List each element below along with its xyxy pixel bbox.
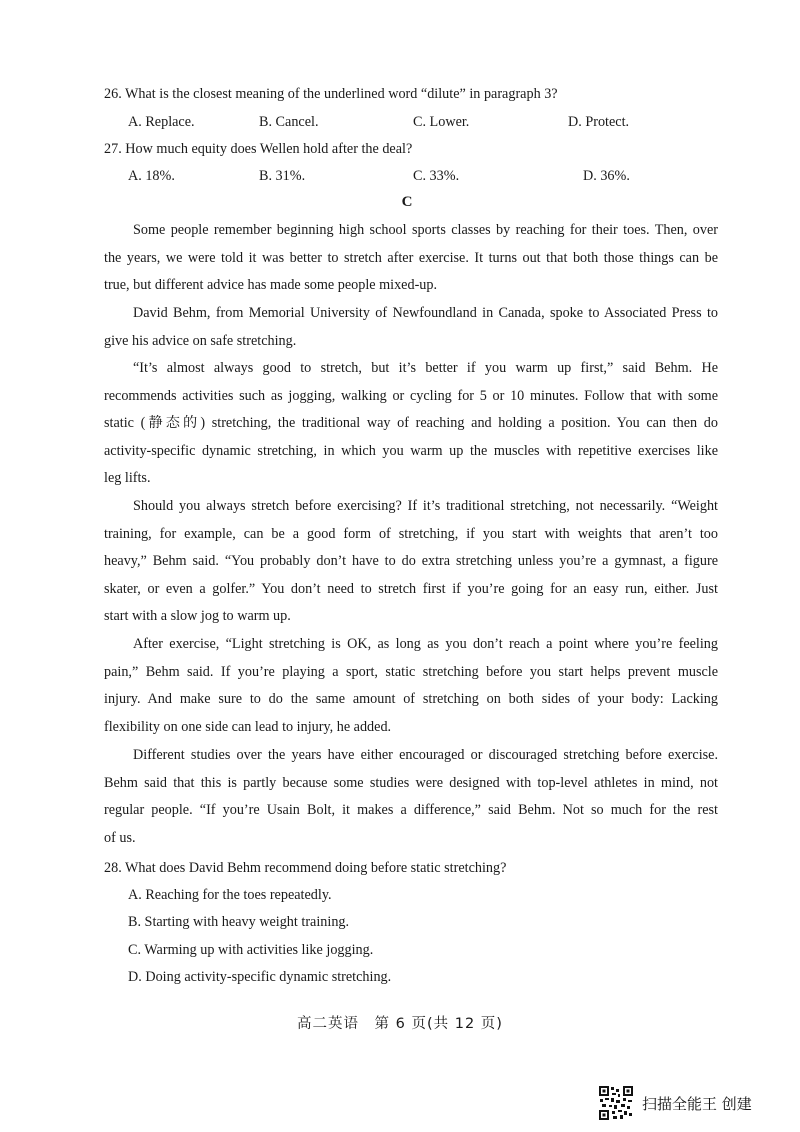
section-heading: C <box>401 194 413 210</box>
paragraph-line: of us. <box>104 829 136 846</box>
question-28-option-d: D. Doing activity-specific dynamic stretching. <box>128 969 392 985</box>
passage-paragraph-3 <box>104 355 718 493</box>
paragraph-line: leg lifts. <box>104 470 151 487</box>
question-26-option-b: B. Cancel. <box>259 114 319 130</box>
paragraph-line: the years, we were told it was better to stretch after exercise. It turns out that both those things can be <box>104 249 718 266</box>
paragraph-line: David Behm, from Memorial University of Newfoundland in Canada, spoke to Associated Press to <box>133 305 718 321</box>
passage-paragraph-2 <box>104 300 718 355</box>
question-28-option-b: B. Starting with heavy weight training. <box>128 914 350 930</box>
paragraph-line: Should you always stretch before exercising? If it’s traditional stretching, not necessarily. “Weight <box>133 498 718 514</box>
question-28-stem: 28. What does David Behm recommend doing before static stretching? <box>104 860 507 876</box>
paragraph-line: Some people remember beginning high school sports classes by reaching for their toes. Then, over <box>133 222 718 238</box>
question-27-stem: 27. How much equity does Wellen hold after the deal? <box>104 141 413 157</box>
watermark-text: 扫描全能王 创建 <box>642 1094 752 1113</box>
paragraph-line: After exercise, “Light stretching is OK, as long as you don’t reach a point where you’re feeling <box>133 636 718 652</box>
paragraph-line: activity-specific dynamic stretching, in which you warm up the muscles with repetitive exercises like <box>104 442 718 459</box>
passage-paragraph-4 <box>104 493 718 631</box>
question-27-option-c: C. 33%. <box>413 168 460 184</box>
question-26-option-d: D. Protect. <box>568 114 630 130</box>
question-26-stem: 26. What is the closest meaning of the underlined word “dilute” in paragraph 3? <box>104 86 558 102</box>
question-26-option-a: A. Replace. <box>128 114 195 130</box>
paragraph-line: “It’s almost always good to stretch, but it’s better if you warm up first,” said Behm. He <box>133 360 718 376</box>
paragraph-line: injury. And make sure to do the same amount of stretching on both sides of your body: Lacking <box>104 691 718 708</box>
page-footer: 高二英语 第 6 页(共 12 页) <box>297 1016 503 1032</box>
paragraph-line: static (静态的) stretching, the traditional way of reaching and holding a position. You can then do <box>104 415 718 432</box>
question-27-option-d: D. 36%. <box>583 168 630 184</box>
paragraph-line: recommends activities such as jogging, walking or cycling for 5 or 10 minutes. Follow that with some <box>104 387 718 404</box>
paragraph-line: true, but different advice has made some people mixed-up. <box>104 277 438 294</box>
passage-paragraph-6 <box>104 742 718 852</box>
paragraph-line: skater, or even a golfer.” You don’t need to stretch first if you’re going for an easy run, either. Just <box>104 580 718 597</box>
passage-paragraph-1 <box>104 217 718 300</box>
paragraph-line: training, for example, can be a good form of stretching, if you start with weights that aren’t too <box>104 525 718 542</box>
qr-code-icon <box>598 1085 634 1121</box>
question-28-option-c: C. Warming up with activities like jogging. <box>128 942 374 958</box>
paragraph-line: Behm said that this is partly because some studies were designed with top-level athletes in mind, not <box>104 774 718 791</box>
question-27-option-a: A. 18%. <box>128 168 175 184</box>
paragraph-line: regular people. “If you’re Usain Bolt, it makes a difference,” said Behm. Not so much for the rest <box>104 802 718 819</box>
paragraph-line: flexibility on one side can lead to injury, he added. <box>104 718 392 735</box>
paragraph-line: start with a slow jog to warm up. <box>104 608 291 625</box>
paragraph-line: heavy,” Behm said. “You probably don’t have to do extra stretching unless you’re a gymnast, a figure <box>104 553 718 570</box>
paragraph-line: Different studies over the years have either encouraged or discouraged stretching before exercise. <box>133 747 718 763</box>
scanner-watermark <box>598 1085 752 1121</box>
question-26-option-c: C. Lower. <box>413 114 470 130</box>
paragraph-line: give his advice on safe stretching. <box>104 332 297 349</box>
question-27-option-b: B. 31%. <box>259 168 306 184</box>
passage-paragraph-5 <box>104 631 718 741</box>
paragraph-line: pain,” Behm said. If you’re playing a sport, static stretching before you start helps prevent muscle <box>104 663 718 680</box>
question-28-option-a: A. Reaching for the toes repeatedly. <box>128 887 332 903</box>
